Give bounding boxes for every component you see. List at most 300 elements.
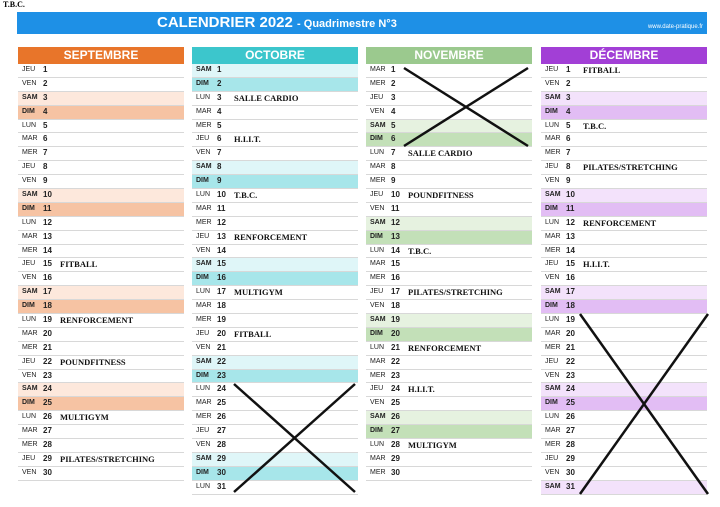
weekday-label: LUN (22, 413, 37, 421)
weekday-label: MAR (22, 135, 38, 143)
weekday-label: JEU (370, 385, 384, 393)
activity-label: H.I.I.T. (583, 259, 610, 270)
weekday-label: JEU (196, 329, 210, 337)
weekday-label: SAM (196, 163, 212, 171)
weekday-label: MER (196, 316, 212, 324)
weekday-label: MER (22, 441, 38, 449)
day-row (366, 300, 532, 314)
day-number: 16 (566, 273, 575, 283)
weekday-label: MAR (22, 329, 38, 337)
weekday-label: SAM (545, 288, 561, 296)
weekday-label: DIM (196, 177, 209, 185)
day-row (541, 78, 707, 92)
activity-label: FITBALL (60, 259, 98, 270)
weekday-label: VEN (196, 441, 211, 449)
weekday-label: DIM (196, 274, 209, 282)
weekday-label: SAM (22, 288, 38, 296)
day-number: 30 (566, 467, 575, 477)
day-row (541, 245, 707, 259)
day-row (192, 342, 358, 356)
weekday-label: VEN (545, 371, 560, 379)
weekday-label: LUN (545, 316, 560, 324)
day-row (192, 217, 358, 231)
day-number: 2 (391, 78, 396, 88)
day-row (18, 203, 184, 217)
weekday-label: MER (22, 343, 38, 351)
day-row (192, 383, 358, 397)
weekday-label: JEU (545, 454, 559, 462)
weekday-label: VEN (196, 246, 211, 254)
day-number: 12 (43, 217, 52, 227)
day-row (541, 370, 707, 384)
day-number: 12 (391, 217, 400, 227)
day-number: 22 (217, 356, 226, 366)
day-row (366, 314, 532, 328)
day-row (366, 120, 532, 134)
weekday-label: MAR (370, 454, 386, 462)
day-row (541, 300, 707, 314)
day-number: 13 (217, 231, 226, 241)
weekday-label: MAR (370, 357, 386, 365)
weekday-label: MAR (370, 66, 386, 73)
day-number: 17 (391, 287, 400, 297)
day-row (541, 425, 707, 439)
weekday-label: SAM (196, 357, 212, 365)
day-row (541, 383, 707, 397)
day-number: 22 (391, 356, 400, 366)
day-row (541, 481, 707, 495)
day-number: 17 (566, 287, 575, 297)
day-number: 13 (391, 231, 400, 241)
weekday-label: LUN (196, 288, 211, 296)
day-row (192, 467, 358, 481)
activity-label: FITBALL (234, 328, 272, 339)
weekday-label: VEN (196, 149, 211, 157)
weekday-label: LUN (196, 385, 211, 393)
activity-label: MULTIGYM (60, 412, 109, 423)
day-row (18, 161, 184, 175)
day-list (192, 64, 358, 495)
weekday-label: MER (196, 413, 212, 421)
day-number: 4 (43, 106, 48, 116)
day-number: 16 (217, 273, 226, 283)
day-row (366, 328, 532, 342)
weekday-label: MAR (22, 427, 38, 435)
day-row (18, 106, 184, 120)
weekday-label: LUN (196, 93, 211, 101)
day-row (18, 314, 184, 328)
day-row (18, 175, 184, 189)
activity-label: T.B.C. (583, 120, 607, 131)
weekday-label: LUN (22, 316, 37, 324)
day-row (18, 64, 184, 78)
weekday-label: MAR (545, 135, 561, 143)
day-row (541, 217, 707, 231)
day-row (192, 425, 358, 439)
activity-label: PILATES/STRETCHING (408, 287, 503, 298)
day-number: 8 (217, 162, 222, 172)
weekday-label: VEN (370, 399, 385, 407)
day-number: 5 (217, 120, 222, 130)
weekday-label: DIM (545, 302, 558, 310)
weekday-label: JEU (22, 357, 36, 365)
day-row (18, 231, 184, 245)
day-number: 23 (217, 370, 226, 380)
day-row (541, 272, 707, 286)
day-number: 21 (391, 342, 400, 352)
day-number: 2 (217, 78, 222, 88)
weekday-label: DIM (196, 79, 209, 87)
weekday-label: VEN (22, 468, 37, 476)
weekday-label: MAR (196, 204, 212, 212)
day-number: 3 (217, 92, 222, 102)
day-row (18, 245, 184, 259)
weekday-label: DIM (370, 135, 383, 143)
weekday-label: MER (545, 149, 561, 157)
activity-label: RENFORCEMENT (583, 217, 657, 228)
day-row (192, 314, 358, 328)
day-row (541, 64, 707, 78)
weekday-label: SAM (196, 260, 212, 268)
site-url: www.date-pratique.fr (647, 24, 703, 30)
day-row (541, 411, 707, 425)
day-number: 15 (391, 259, 400, 269)
weekday-label: SAM (370, 413, 386, 421)
weekday-label: SAM (196, 66, 212, 73)
day-row (366, 356, 532, 370)
day-number: 30 (43, 467, 52, 477)
day-number: 1 (217, 65, 222, 74)
weekday-label: DIM (545, 107, 558, 115)
day-number: 4 (566, 106, 571, 116)
day-row (18, 342, 184, 356)
weekday-label: SAM (22, 93, 38, 101)
day-row (541, 397, 707, 411)
weekday-label: MER (370, 79, 386, 87)
day-number: 19 (43, 315, 52, 325)
day-number: 7 (43, 148, 48, 158)
day-row (541, 175, 707, 189)
day-number: 5 (566, 120, 571, 130)
weekday-label: LUN (22, 218, 37, 226)
day-number: 25 (391, 398, 400, 408)
day-row (541, 328, 707, 342)
weekday-label: JEU (545, 66, 559, 73)
day-number: 14 (217, 245, 226, 255)
day-number: 15 (566, 259, 575, 269)
day-row (18, 356, 184, 370)
day-row (366, 286, 532, 300)
day-row (18, 439, 184, 453)
day-row (18, 92, 184, 106)
day-number: 27 (391, 426, 400, 436)
weekday-label: SAM (22, 191, 38, 199)
weekday-label: MAR (545, 329, 561, 337)
day-number: 24 (43, 384, 52, 394)
day-number: 21 (566, 342, 575, 352)
month-header: NOVEMBRE (366, 47, 532, 64)
weekday-label: DIM (196, 371, 209, 379)
day-row (192, 272, 358, 286)
day-row (366, 383, 532, 397)
weekday-label: DIM (545, 399, 558, 407)
day-row (366, 425, 532, 439)
day-number: 29 (217, 453, 226, 463)
weekday-label: DIM (370, 329, 383, 337)
day-row (192, 328, 358, 342)
day-number: 20 (391, 328, 400, 338)
weekday-label: MAR (22, 232, 38, 240)
day-row (366, 453, 532, 467)
day-row (541, 356, 707, 370)
weekday-label: LUN (370, 343, 385, 351)
weekday-label: MAR (545, 232, 561, 240)
day-row (366, 161, 532, 175)
weekday-label: MER (22, 246, 38, 254)
weekday-label: LUN (370, 246, 385, 254)
day-number: 31 (217, 481, 226, 491)
day-number: 27 (566, 426, 575, 436)
day-number: 10 (566, 190, 575, 200)
day-number: 28 (391, 440, 400, 450)
day-row (366, 245, 532, 259)
day-number: 26 (566, 412, 575, 422)
weekday-label: MER (545, 441, 561, 449)
day-number: 21 (43, 342, 52, 352)
day-row (366, 147, 532, 161)
day-row (192, 147, 358, 161)
weekday-label: MAR (545, 427, 561, 435)
day-row (18, 411, 184, 425)
day-row (192, 286, 358, 300)
day-number: 30 (217, 467, 226, 477)
day-number: 7 (391, 148, 396, 158)
day-row (192, 120, 358, 134)
day-row (18, 189, 184, 203)
day-number: 25 (217, 398, 226, 408)
day-row (366, 78, 532, 92)
day-number: 27 (217, 426, 226, 436)
weekday-label: LUN (545, 218, 560, 226)
weekday-label: VEN (545, 177, 560, 185)
weekday-label: VEN (370, 302, 385, 310)
day-row (541, 120, 707, 134)
corner-note: T.B.C. (3, 0, 25, 9)
month-column (192, 47, 358, 495)
day-number: 7 (566, 148, 571, 158)
day-number: 14 (566, 245, 575, 255)
activity-label: MULTIGYM (408, 440, 457, 451)
weekday-label: JEU (22, 454, 36, 462)
page-title (157, 14, 397, 31)
day-row (192, 133, 358, 147)
weekday-label: SAM (545, 191, 561, 199)
day-number: 24 (566, 384, 575, 394)
day-row (541, 467, 707, 481)
weekday-label: JEU (196, 232, 210, 240)
day-row (541, 133, 707, 147)
day-number: 20 (43, 328, 52, 338)
weekday-label: MER (545, 343, 561, 351)
day-number: 3 (566, 92, 571, 102)
day-number: 10 (217, 190, 226, 200)
weekday-label: DIM (196, 468, 209, 476)
day-number: 6 (566, 134, 571, 144)
day-row (18, 217, 184, 231)
day-number: 29 (43, 453, 52, 463)
weekday-label: LUN (370, 149, 385, 157)
day-number: 19 (566, 315, 575, 325)
day-row (366, 258, 532, 272)
activity-label: RENFORCEMENT (408, 342, 482, 353)
day-number: 20 (217, 328, 226, 338)
weekday-label: MER (196, 121, 212, 129)
day-number: 8 (391, 162, 396, 172)
day-number: 28 (217, 440, 226, 450)
weekday-label: SAM (22, 385, 38, 393)
day-list (541, 64, 707, 495)
weekday-label: JEU (196, 427, 210, 435)
day-row (192, 300, 358, 314)
day-number: 4 (217, 106, 222, 116)
day-number: 26 (43, 412, 52, 422)
day-number: 2 (43, 78, 48, 88)
weekday-label: DIM (370, 427, 383, 435)
day-number: 11 (217, 203, 226, 213)
day-number: 11 (43, 203, 52, 213)
weekday-label: SAM (545, 93, 561, 101)
weekday-label: VEN (545, 468, 560, 476)
day-row (366, 217, 532, 231)
month-header: DÉCEMBRE (541, 47, 707, 64)
weekday-label: LUN (22, 121, 37, 129)
day-row (366, 64, 532, 78)
day-list (366, 64, 532, 481)
day-number: 29 (391, 453, 400, 463)
day-row (541, 92, 707, 106)
weekday-label: VEN (370, 204, 385, 212)
weekday-label: VEN (545, 79, 560, 87)
activity-label: POUNDFITNESS (408, 190, 474, 201)
weekday-label: JEU (22, 163, 36, 171)
day-row (18, 120, 184, 134)
day-number: 11 (391, 203, 400, 213)
weekday-label: JEU (370, 191, 384, 199)
day-row (366, 106, 532, 120)
day-row (366, 411, 532, 425)
activity-label: PILATES/STRETCHING (60, 453, 155, 464)
weekday-label: JEU (22, 260, 36, 268)
day-number: 3 (43, 92, 48, 102)
weekday-label: SAM (196, 454, 212, 462)
day-row (18, 258, 184, 272)
day-row (18, 467, 184, 481)
weekday-label: DIM (22, 204, 35, 212)
month-column (366, 47, 532, 481)
weekday-label: MER (22, 149, 38, 157)
day-number: 19 (391, 315, 400, 325)
weekday-label: MER (370, 468, 386, 476)
weekday-label: DIM (22, 302, 35, 310)
day-number: 11 (566, 203, 575, 213)
weekday-label: VEN (22, 274, 37, 282)
day-row (192, 481, 358, 495)
weekday-label: JEU (545, 260, 559, 268)
day-number: 2 (566, 78, 571, 88)
day-number: 14 (43, 245, 52, 255)
weekday-label: MAR (196, 399, 212, 407)
day-row (192, 92, 358, 106)
activity-label: RENFORCEMENT (234, 231, 308, 242)
weekday-label: DIM (22, 107, 35, 115)
day-number: 5 (43, 120, 48, 130)
day-number: 18 (566, 301, 575, 311)
day-number: 13 (566, 231, 575, 241)
day-row (541, 147, 707, 161)
day-row (541, 286, 707, 300)
day-number: 4 (391, 106, 396, 116)
day-row (541, 258, 707, 272)
weekday-label: MER (196, 218, 212, 226)
activity-label: FITBALL (583, 65, 621, 75)
title-main: CALENDRIER 2022 (157, 14, 293, 31)
day-row (192, 78, 358, 92)
day-row (192, 245, 358, 259)
day-row (18, 133, 184, 147)
activity-label: SALLE CARDIO (408, 148, 473, 159)
day-row (366, 175, 532, 189)
weekday-label: VEN (22, 79, 37, 87)
day-row (18, 397, 184, 411)
activity-label: POUNDFITNESS (60, 356, 126, 367)
weekday-label: MER (545, 246, 561, 254)
weekday-label: SAM (370, 121, 386, 129)
day-row (192, 453, 358, 467)
weekday-label: MER (370, 274, 386, 282)
weekday-label: JEU (370, 93, 384, 101)
day-number: 21 (217, 342, 226, 352)
month-header: SEPTEMBRE (18, 47, 184, 64)
weekday-label: VEN (370, 107, 385, 115)
day-row (366, 231, 532, 245)
weekday-label: JEU (196, 135, 210, 143)
day-number: 20 (566, 328, 575, 338)
day-number: 1 (566, 65, 571, 74)
day-number: 12 (217, 217, 226, 227)
day-number: 6 (217, 134, 222, 144)
day-row (366, 92, 532, 106)
day-number: 17 (217, 287, 226, 297)
day-row (541, 189, 707, 203)
day-row (192, 258, 358, 272)
weekday-label: JEU (545, 163, 559, 171)
month-header: OCTOBRE (192, 47, 358, 64)
day-number: 5 (391, 120, 396, 130)
day-row (366, 133, 532, 147)
day-number: 26 (391, 412, 400, 422)
weekday-label: SAM (370, 316, 386, 324)
day-row (18, 370, 184, 384)
month-column (541, 47, 707, 495)
day-row (366, 272, 532, 286)
day-number: 16 (43, 273, 52, 283)
weekday-label: VEN (545, 274, 560, 282)
weekday-label: MAR (370, 163, 386, 171)
weekday-label: VEN (22, 371, 37, 379)
day-number: 14 (391, 245, 400, 255)
activity-label: MULTIGYM (234, 287, 283, 298)
month-column (18, 47, 184, 481)
